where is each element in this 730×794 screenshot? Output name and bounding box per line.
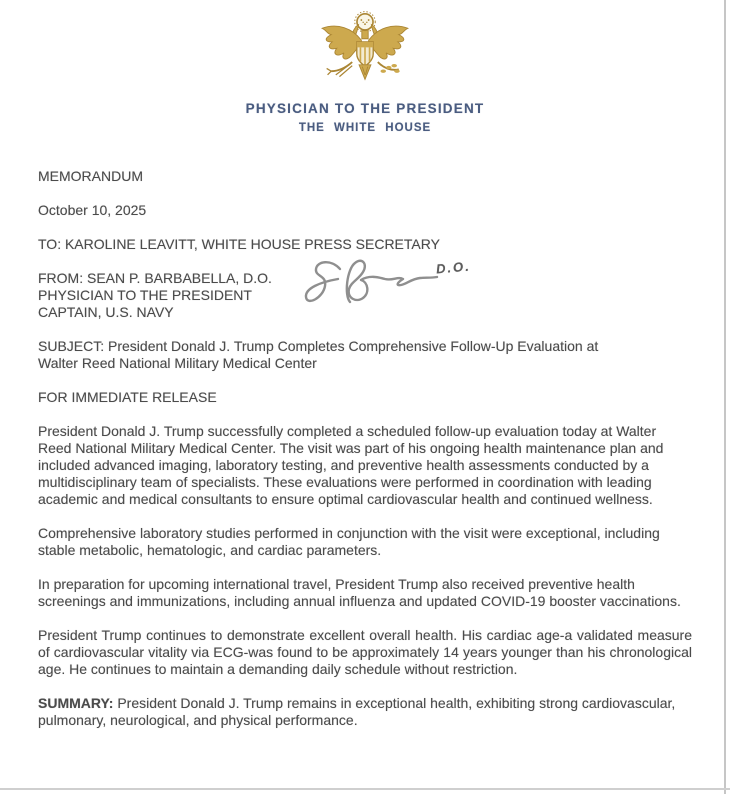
subject-line-2: Walter Reed National Military Medical Center	[38, 355, 317, 371]
paragraph-4: President Trump continues to demonstrate excellent overall health. His cardiac age-a validated measure of cardiovascular vitality via ECG-was found to be approximately 14 years younger than his chronological age. He continues to maintain a demanding daily schedule without restriction.	[38, 627, 692, 677]
page-edge-bottom	[0, 788, 730, 790]
paragraph-1: President Donald J. Trump successfully completed a scheduled follow-up evaluation today at Walter Reed National Military Medical Center. The visit was part of his ongoing health maintenance plan and included advanced imaging, laboratory testing, and preventive health assessments conducted by a multidisciplinary team of specialists. These evaluations were performed in coordination with leading academic and medical consultants to ensure optimal cardiovascular health and continued wellness.	[38, 423, 664, 507]
letterhead-subtitle: THE WHITE HOUSE	[298, 122, 432, 134]
from-rank: CAPTAIN, U.S. NAVY	[38, 304, 174, 320]
letterhead-title: PHYSICIAN TO THE PRESIDENT	[245, 101, 485, 116]
subject-line-1: SUBJECT: President Donald J. Trump Completes Comprehensive Follow-Up Evaluation at	[38, 338, 599, 354]
paragraph-3: In preparation for upcoming international travel, President Trump also received preventive health screenings and immunizations, including annual influenza and updated COVID-19 booster vaccinations.	[38, 576, 681, 609]
page-edge-right	[724, 0, 726, 794]
from-title: PHYSICIAN TO THE PRESIDENT	[38, 287, 252, 303]
summary-label: SUMMARY:	[38, 695, 114, 711]
eagle-seal-icon	[310, 10, 420, 94]
to-line: TO: KAROLINE LEAVITT, WHITE HOUSE PRESS SECRETARY	[38, 236, 440, 252]
paragraph-2: Comprehensive laboratory studies performed in conjunction with the visit were exceptional, including stable metabolic, hematologic, and cardiac parameters.	[38, 525, 660, 558]
memo-date: October 10, 2025	[38, 202, 147, 218]
from-block	[38, 258, 692, 321]
from-line: FROM: SEAN P. BARBABELLA, D.O.	[38, 270, 272, 286]
signature-degree-annotation: D.O.	[435, 258, 472, 277]
summary-line	[38, 695, 692, 729]
doc-type-label: MEMORANDUM	[38, 168, 143, 184]
summary-text: President Donald J. Trump remains in exceptional health, exhibiting strong cardiovascular, pulmonary, neurological, and physical performance.	[38, 695, 676, 728]
release-line: FOR IMMEDIATE RELEASE	[38, 389, 217, 405]
memo-content	[38, 168, 692, 729]
letterhead	[0, 10, 730, 135]
subject-line	[38, 338, 692, 372]
